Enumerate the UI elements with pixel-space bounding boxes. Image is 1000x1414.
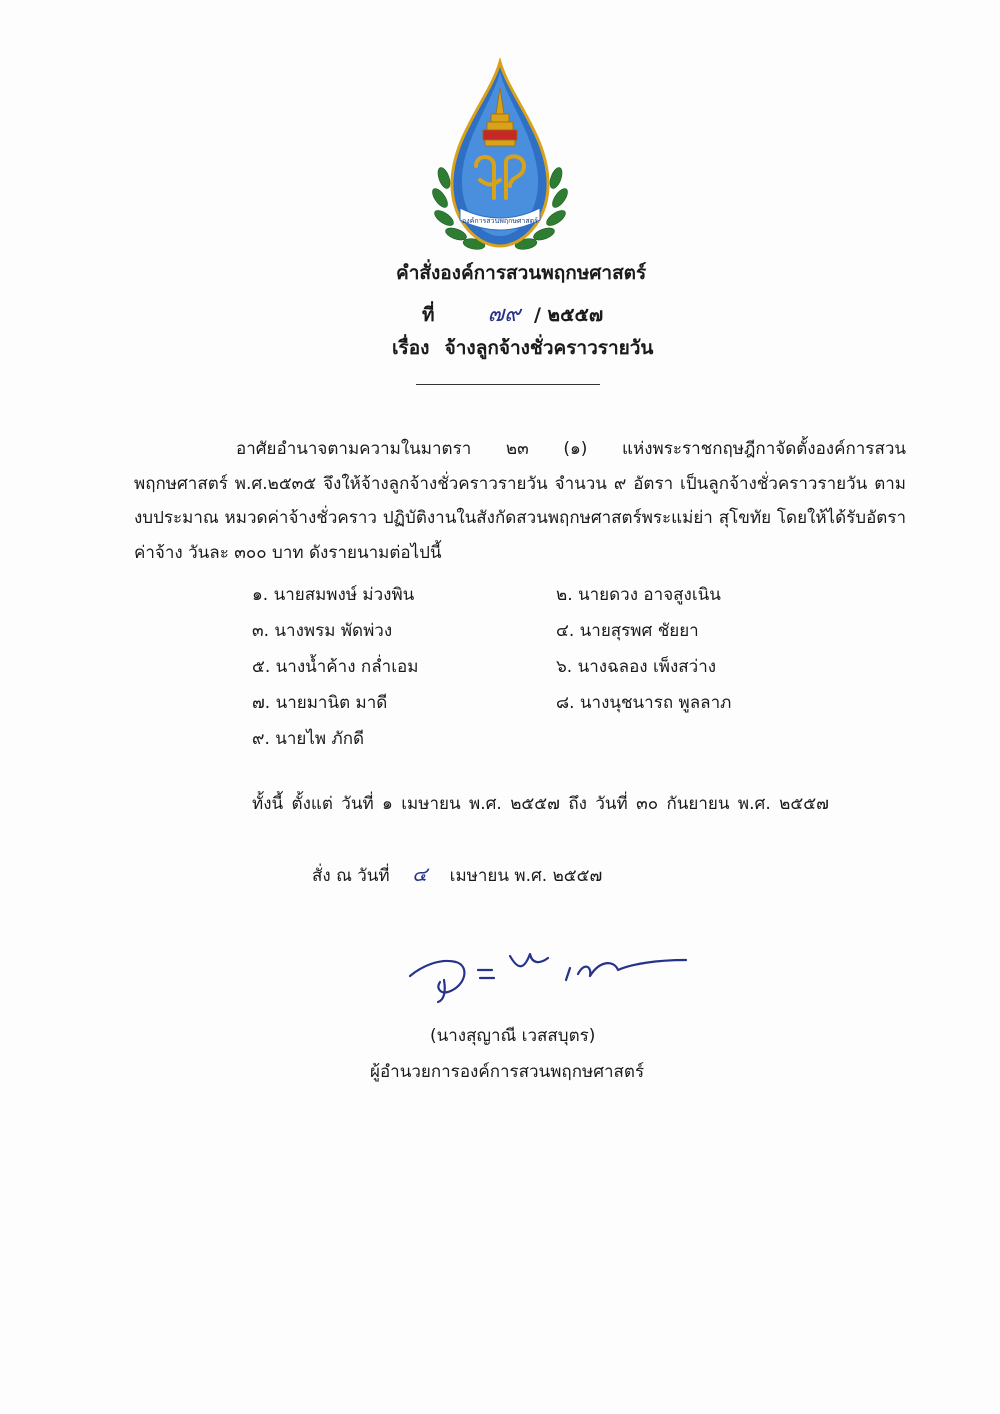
list-item: ๓. นางพรม พัดพ่วง (252, 621, 393, 641)
signer-position: ผู้อำนวยการองค์การสวนพฤกษศาสตร์ (370, 1062, 645, 1082)
header-divider (416, 384, 600, 385)
signer-name: (นางสุญาณี เวสสบุตร) (430, 1026, 596, 1046)
order-number-year: / ๒๕๕๗ (534, 304, 604, 326)
order-subject-line (392, 333, 653, 363)
order-date-day-handwritten: ๔ (412, 862, 428, 886)
list-item: ๗. นายมานิต มาดี (252, 693, 388, 713)
list-item: ๒. นายดวง อาจสูงเนิน (556, 585, 721, 605)
order-number-line (422, 296, 603, 331)
list-item: ๑. นายสมพงษ์ ม่วงพิน (252, 585, 415, 605)
subject-label: เรื่อง (392, 337, 430, 359)
order-paragraph: อาศัยอำนาจตามความในมาตรา ๒๓ (๑) แห่งพระราชกฤษฎีกาจัดตั้งองค์การสวนพฤกษศาสตร์ พ.ศ.๒๕๓๕ จึงให้จ้างลูกจ้างชั่วคราวรายวัน จำนวน ๙ อัตรา เป็นลูกจ้างชั่วคราวรายวัน ตามงบประมาณ หมวดค่าจ้างชั่วคราว ปฏิบัติงานในสังกัดสวนพฤกษศาสตร์พระแม่ย่า สุโขทัย โดยให้ได้รับอัตราค่าจ้าง วันละ ๓๐๐ บาท ดังรายนามต่อไปนี้ (134, 439, 906, 563)
list-item: ๕. นางน้ำค้าง กล่ำเอม (252, 657, 419, 677)
svg-text:องค์การสวนพฤกษศาสตร์: องค์การสวนพฤกษศาสตร์ (462, 217, 538, 225)
list-item: ๙. นายไพ ภักดี (252, 729, 365, 749)
order-date-prefix: สั่ง ณ วันที่ (312, 866, 390, 886)
list-item: ๘. นางนุชนารถ พูลลาภ (556, 693, 732, 713)
order-number-handwritten: ๗๙ (487, 302, 521, 327)
order-date-rest: เมษายน พ.ศ. ๒๕๕๗ (449, 866, 603, 886)
order-title: คำสั่งองค์การสวนพฤกษศาสตร์ (396, 262, 647, 284)
organization-emblem-icon (430, 58, 570, 258)
employment-period: ทั้งนี้ ตั้งแต่ วันที่ ๑ เมษายน พ.ศ. ๒๕๕๗ ถึง วันที่ ๓๐ กันยายน พ.ศ. ๒๕๕๗ (252, 794, 829, 814)
handwritten-signature (400, 930, 700, 1010)
list-item: ๖. นางฉลอง เพ็งสว่าง (556, 657, 717, 677)
order-number-label: ที่ (422, 304, 435, 326)
list-item: ๔. นายสุรพศ ชัยยา (556, 621, 699, 641)
subject-value: จ้างลูกจ้างชั่วคราวรายวัน (444, 337, 654, 359)
order-date-line (312, 858, 602, 890)
staff-list (252, 577, 812, 757)
